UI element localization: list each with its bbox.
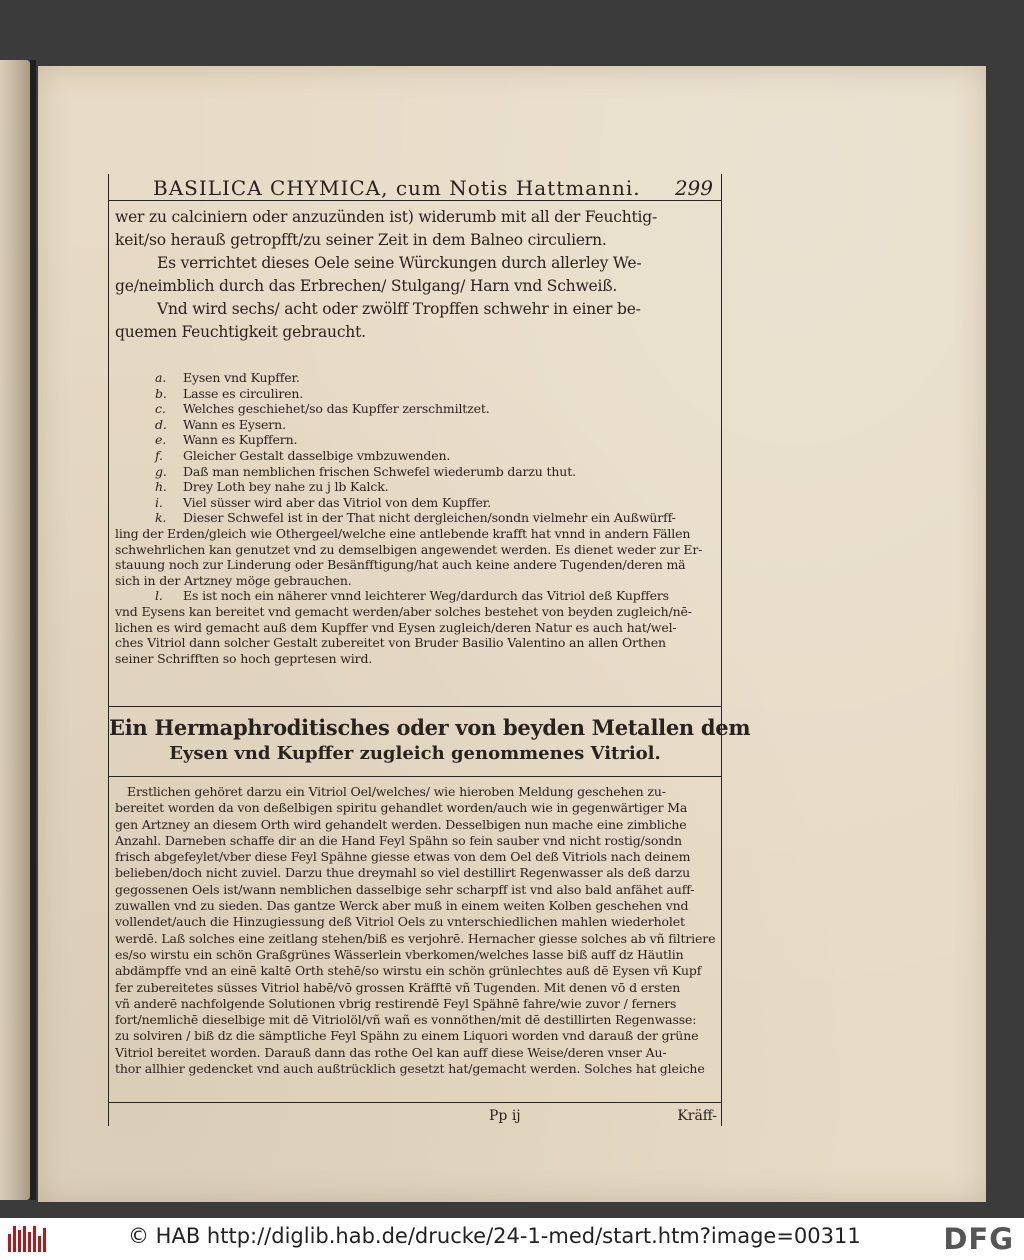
recipe-line: zuwallen vnd zu sieden. Das gantze Werck aber muß in einem weiten Kolben geschehen vnd [115,898,689,914]
note-letter: i. [155,494,163,510]
hab-logo-icon [8,1226,48,1252]
recipe-line: Anzahl. Darneben schaffe dir an die Hand Feyl Spähn so fein sauber vnd nicht rostig/sondn [115,832,682,848]
recipe-line: gen Artzney an diesem Orth wird gehandelt werden. Desselbigen nun mache eine zimbliche [115,816,687,832]
page-number: 299 [674,176,713,200]
note-item [115,370,717,386]
recipe-line: es/so wirstu ein schön Graßgrünes Wässerlein vberkomen/welches lasse biß auff dz Häutlin [115,946,684,962]
section-heading [109,714,751,770]
note-letter: d. [155,416,167,432]
paragraph-line: keit/so herauß getropfft/zu seiner Zeit in dem Balneo circuliern. [115,231,607,249]
catchword: Kräff- [677,1108,717,1124]
recipe-line: werdē. Laß solches eine zeitlang stehen/biß es verjohrē. Hernacher giesse solches ab vñ filtriere [115,930,716,946]
note-letter: c. [155,401,166,417]
note-text: vnd Eysens kan bereitet vnd gemacht werden/aber solches bestehet von beyden zugleich/nē- [115,603,692,619]
note-item [115,401,717,417]
book-page [38,66,986,1202]
recipe-line: thor allhier gedencket vnd auch außtrücklich gesetzt hat/gemacht werden. Solches hat gleiche [115,1061,705,1077]
recipe-line: zu solviren / biß dz die sämptliche Feyl Spähn zu einem Liquori worden vnd darauß der grüne [115,1028,699,1044]
note-text: Daß man nemblichen frischen Schwefel wiederumb darzu thut. [183,463,576,479]
note-letter: b. [155,385,167,401]
note-continuation [115,635,717,651]
text-block [108,174,751,1126]
note-continuation [115,604,717,620]
note-letter: a. [155,370,167,385]
recipe-line: gegossenen Oels ist/wann nemblichen dasselbige sehr scharpff ist vnd also bald anfähet auff- [115,881,695,897]
note-item [115,495,717,511]
note-item [115,479,717,495]
previous-page-edge [0,60,30,1200]
recipe-line: fort/nemlichē dieselbige mit dē Vitriolöl/vñ wañ es vonnöthen/mit dē destillirten Regenwasse: [115,1012,697,1028]
note-text: seiner Schrifften so hoch geprtesen wird. [115,650,373,666]
note-text: ches Vitriol dann solcher Gestalt zubereitet von Bruder Basilio Valentino an allen Orthen [115,635,666,651]
page-header [109,174,721,201]
attribution-link[interactable]: © HAB http://diglib.hab.de/drucke/24-1-med/start.htm?image=00311 [128,1224,861,1248]
note-text: sich in der Artzney möge gebrauchen. [115,572,352,588]
annotation-notes [115,370,717,666]
recipe-line: Erstlichen gehöret darzu ein Vitriol Oel/welches/ wie hieroben Meldung geschehen zu- [127,784,666,799]
note-continuation [115,620,717,636]
recipe-line: fer zubereitetes süsses Vitriol habē/vō grossen Kräfftē vñ Tugenden. Mit denen vō d ersten [115,979,681,995]
paragraph-line: Es verrichtet dieses Oele seine Würckungen durch allerley We- [157,254,642,272]
note-text: Viel süsser wird aber das Vitriol von dem Kupffer. [183,494,492,510]
note-item [115,417,717,433]
signature-mark: Pp ij [489,1108,521,1124]
note-text: Es ist noch ein näherer vnnd leichterer Weg/dardurch das Vitriol deß Kupffers [183,588,669,604]
note-item [115,464,717,480]
note-text: ling der Erden/gleich wie Othergeel/welche eine antlebende krafft hat vnnd in andern Fällen [115,525,691,541]
note-text: stauung noch zur Linderung oder Besänfftigung/hat auch keine andere Tugenden/deren mä [115,557,686,573]
recipe-line: abdämpffe vnd an einē kaltē Orth stehē/so wirstu ein schön grünlechtes auß dē Eysen vñ Kupf [115,963,702,979]
note-text: Lasse es circuliren. [183,385,304,401]
note-text: Wann es Kupffern. [183,432,298,448]
note-text: Eysen vnd Kupffer. [183,370,300,385]
dfg-logo: DFG [943,1222,1014,1256]
recipe-paragraph [115,784,717,1077]
note-letter: g. [155,463,167,479]
opening-paragraphs [115,206,717,344]
note-text: schwehrlichen kan genutzet vnd zu demselbigen angewendet werden. Es dienet weder zur Er- [115,541,703,557]
heading-line-2: Eysen vnd Kupffer zugleich genommenes Vitriol. [169,743,661,764]
note-continuation [115,651,717,667]
recipe-line: Vitriol bereitet worden. Darauß dann das rothe Oel kan auff diese Weise/deren vnser Au- [115,1044,667,1060]
note-continuation [115,542,717,558]
note-text: Welches geschiehet/so das Kupffer zerschmiltzet. [183,401,490,417]
paragraph-line: ge/neimblich durch das Erbrechen/ Stulgang/ Harn vnd Schweiß. [115,277,618,295]
recipe-line: bereitet worden da von deßelbigen spiritu gehandlet worden/auch wie in gegenwärtiger Ma [115,800,688,816]
note-text: Gleicher Gestalt dasselbige vmbzuwenden. [183,447,451,463]
note-text: lichen es wird gemacht auß dem Kupffer vnd Eysen zugleich/deren Natur es auch hat/wel- [115,619,677,635]
note-continuation [115,573,717,589]
note-item [115,510,717,526]
note-item [115,448,717,464]
recipe-line: frisch abgefeylet/vber diese Feyl Spähne giesse etwas von dem Oel deß Vitriols nach deinem [115,849,691,865]
note-text: Drey Loth bey nahe zu j lb Kalck. [183,479,389,495]
recipe-line: vñ anderē nachfolgende Solutionen vbrig restirendē Feyl Spähnē fahre/wie zuvor / ferners [115,995,677,1011]
note-letter: l. [155,588,163,604]
note-text: Wann es Eysern. [183,416,286,432]
gutter-shadow [30,60,36,1200]
recipe-line: vollendet/auch die Hinzugiessung deß Vitriol Oels zu vnterschiedlichen mahlen wiederholet [115,914,685,930]
note-letter: f. [155,447,163,463]
section-divider [109,706,721,707]
section-divider [109,776,721,777]
note-continuation [115,526,717,542]
paragraph-line: wer zu calciniern oder anzuzünden ist) widerumb mit all der Feuchtig- [115,208,658,226]
paragraph-line: quemen Feuchtigkeit gebraucht. [115,323,366,341]
footer-rule [109,1102,721,1103]
note-item [115,588,717,604]
note-continuation [115,557,717,573]
note-letter: k. [155,510,167,526]
recipe-line: belieben/doch nicht zuviel. Darzu thue dreymahl so viel destillirt Regenwasser als deß darzu [115,865,691,881]
attribution-bar [0,1218,1024,1260]
note-letter: h. [155,479,167,495]
paragraph-line: Vnd wird sechs/ acht oder zwölff Tropffen schwehr in einer be- [157,300,641,318]
note-item [115,432,717,448]
note-item [115,386,717,402]
running-title: BASILICA CHYMICA, cum Notis Hattmanni. [153,176,641,200]
note-letter: e. [155,432,167,448]
note-text: Dieser Schwefel ist in der That nicht dergleichen/sondn vielmehr ein Außwürff- [183,510,676,526]
page-footer [109,1108,721,1128]
heading-line-1: Ein Hermaphroditisches oder von beyden Metallen dem [109,715,751,740]
